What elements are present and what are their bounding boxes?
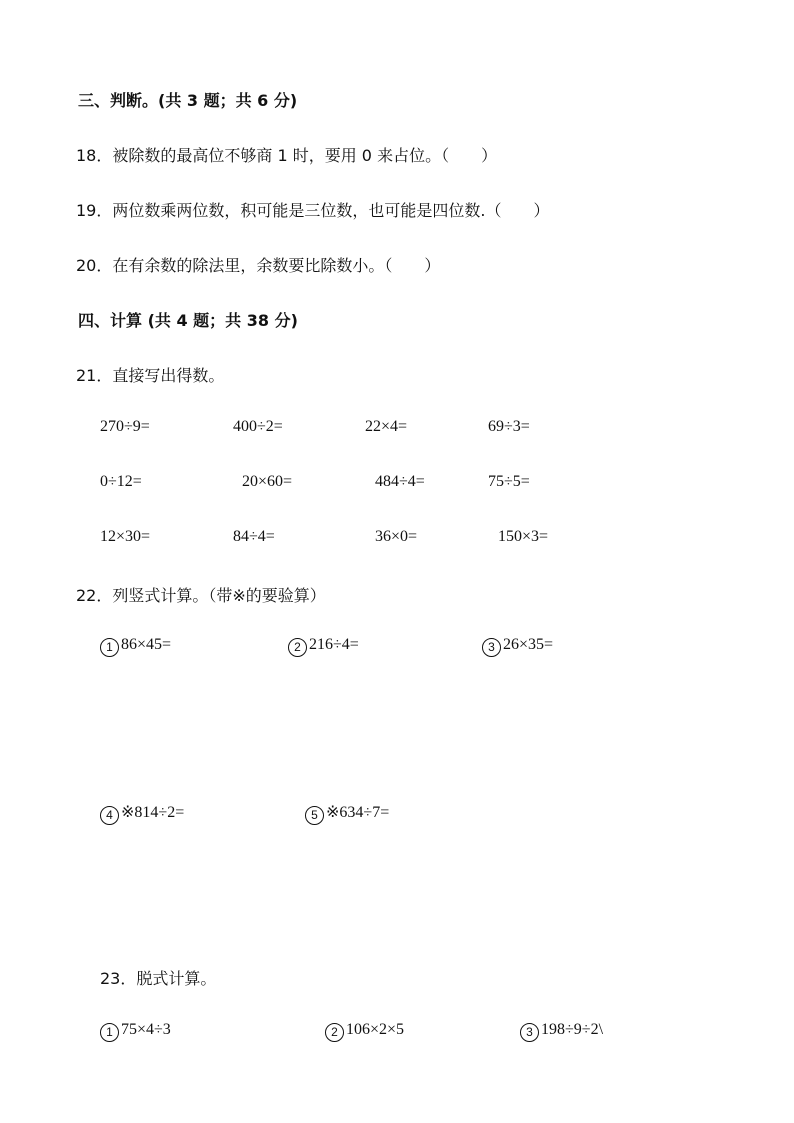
circled-number-icon: 1 bbox=[100, 638, 119, 657]
circled-number-icon: 5 bbox=[305, 806, 324, 825]
step-calc-item: 2 106×2×5 bbox=[325, 1021, 404, 1042]
mental-calc-item: 75÷5= bbox=[488, 473, 530, 490]
mental-calc-item: 484÷4= bbox=[375, 473, 425, 490]
mental-calc-item: 36×0= bbox=[375, 528, 418, 545]
mental-calc-item: 12×30= bbox=[100, 528, 151, 545]
circled-number-icon: 4 bbox=[100, 806, 119, 825]
circled-number-icon: 1 bbox=[100, 1023, 119, 1042]
mental-calc-item: 20×60= bbox=[242, 473, 293, 490]
question-20: 20．在有余数的除法里，余数要比除数小。（ ） bbox=[76, 256, 441, 275]
vertical-calc-item: 5 ※634÷7= bbox=[305, 802, 389, 825]
mental-calc-item: 22×4= bbox=[365, 418, 408, 435]
vertical-calc-item: 4 ※814÷2= bbox=[100, 802, 184, 825]
mental-calc-item: 69÷3= bbox=[488, 418, 530, 435]
mental-calc-item: 84÷4= bbox=[233, 528, 275, 545]
question-21-title: 21．直接写出得数。 bbox=[76, 366, 225, 385]
mental-calc-item: 400÷2= bbox=[233, 418, 283, 435]
circled-number-icon: 2 bbox=[288, 638, 307, 657]
question-23-title: 23．脱式计算。 bbox=[100, 969, 217, 988]
question-19: 19．两位数乘两位数，积可能是三位数，也可能是四位数.（ ） bbox=[76, 201, 550, 220]
step-calc-item: 3 198÷9÷2\ bbox=[520, 1021, 603, 1042]
mental-calc-item: 0÷12= bbox=[100, 473, 142, 490]
vertical-calc-item: 1 86×45= bbox=[100, 636, 171, 657]
vertical-calc-item: 2 216÷4= bbox=[288, 636, 359, 657]
mental-calc-item: 270÷9= bbox=[100, 418, 150, 435]
circled-number-icon: 3 bbox=[520, 1023, 539, 1042]
circled-number-icon: 3 bbox=[482, 638, 501, 657]
question-18: 18．被除数的最高位不够商 1 时，要用 0 来占位。（ ） bbox=[76, 146, 498, 165]
section-3-heading: 三、判断。(共 3 题；共 6 分) bbox=[78, 91, 298, 110]
section-4-heading: 四、计算 (共 4 题；共 38 分) bbox=[78, 311, 298, 330]
mental-calc-item: 150×3= bbox=[498, 528, 549, 545]
circled-number-icon: 2 bbox=[325, 1023, 344, 1042]
vertical-calc-item: 3 26×35= bbox=[482, 636, 553, 657]
step-calc-item: 1 75×4÷3 bbox=[100, 1021, 171, 1042]
question-22-title: 22．列竖式计算。（带※的要验算） bbox=[76, 586, 326, 605]
